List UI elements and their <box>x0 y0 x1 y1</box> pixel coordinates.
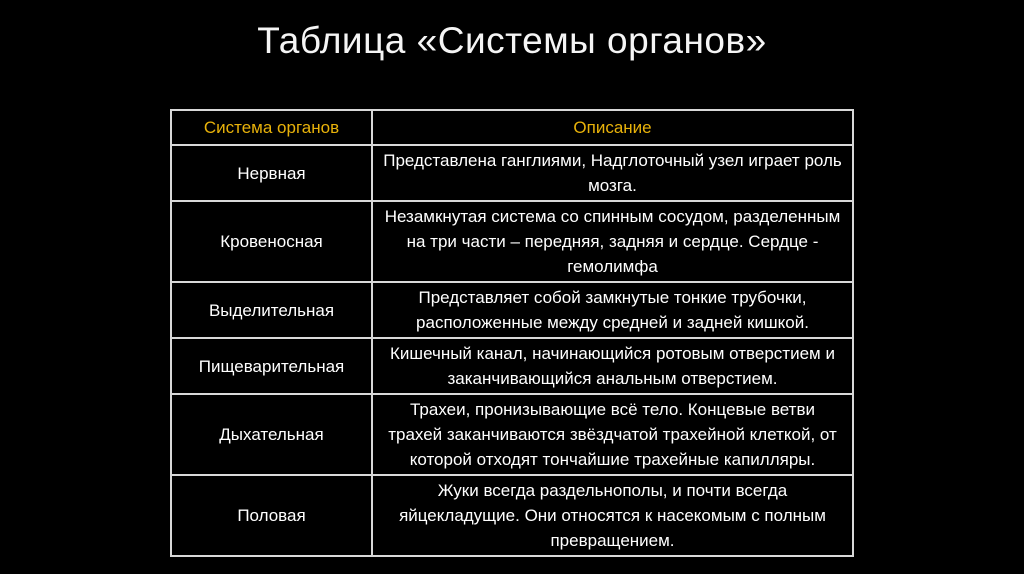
column-header-system: Система органов <box>171 110 372 145</box>
organ-systems-table <box>170 109 854 557</box>
system-name-cell: Выделительная <box>171 282 372 338</box>
table-header-row <box>171 110 853 145</box>
table-row <box>171 145 853 201</box>
system-name-cell: Половая <box>171 475 372 556</box>
table-row <box>171 201 853 282</box>
system-name-cell: Пищеварительная <box>171 338 372 394</box>
description-cell: Незамкнутая система со спинным сосудом, разделенным на три части – передняя, задняя и сердце. Сердце - гемолимфа <box>372 201 853 282</box>
column-header-description: Описание <box>372 110 853 145</box>
table-row <box>171 338 853 394</box>
system-name-cell: Кровеносная <box>171 201 372 282</box>
description-cell: Кишечный канал, начинающийся ротовым отверстием и заканчивающийся анальным отверстием. <box>372 338 853 394</box>
page-title: Таблица «Системы органов» <box>257 20 767 61</box>
table-row <box>171 475 853 556</box>
description-cell: Представлена ганглиями, Надглоточный узел играет роль мозга. <box>372 145 853 201</box>
system-name-cell: Дыхательная <box>171 394 372 475</box>
table-row <box>171 394 853 475</box>
system-name-cell: Нервная <box>171 145 372 201</box>
description-cell: Представляет собой замкнутые тонкие трубочки, расположенные между средней и задней кишкой. <box>372 282 853 338</box>
description-cell: Жуки всегда раздельнополы, и почти всегда яйцекладущие. Они относятся к насекомым с полным превращением. <box>372 475 853 556</box>
description-cell: Трахеи, пронизывающие всё тело. Концевые ветви трахей заканчиваются звёздчатой трахейной клеткой, от которой отходят тончайшие трахейные капилляры. <box>372 394 853 475</box>
table-row <box>171 282 853 338</box>
